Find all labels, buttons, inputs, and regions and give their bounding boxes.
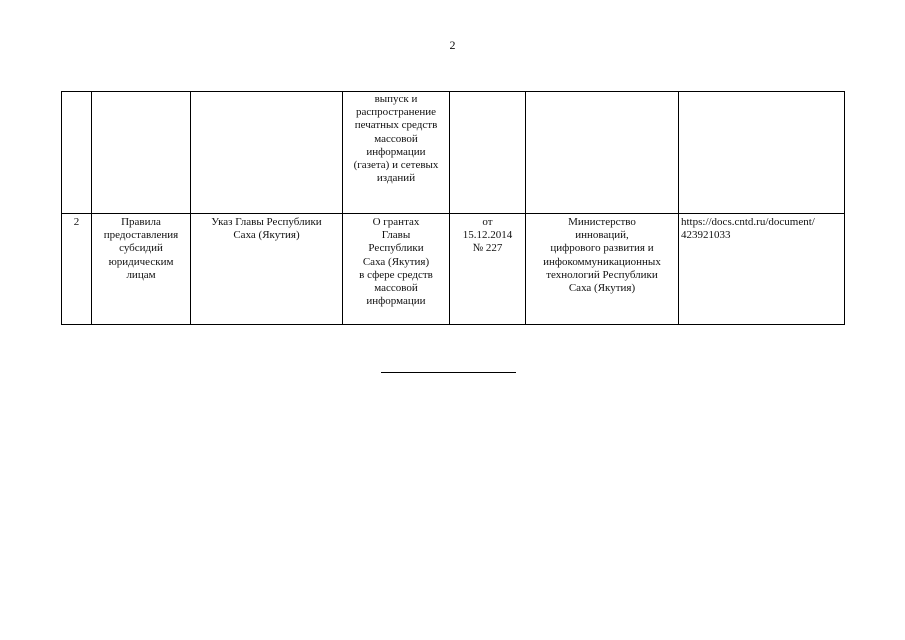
cell-act-title: О грантах Главы Республики Саха (Якутия) в сфере средств массовой информации	[343, 214, 450, 325]
cell-act-type: Указ Главы Республики Саха (Якутия)	[191, 214, 343, 325]
cell-act-date: от 15.12.2014 № 227	[450, 214, 526, 325]
cell-link	[679, 214, 845, 325]
table-row	[62, 92, 845, 214]
table-row	[62, 214, 845, 325]
cell-act-date	[450, 92, 526, 214]
cell-name	[92, 92, 191, 214]
cell-name: Правила предоставления субсидий юридическим лицам	[92, 214, 191, 325]
cell-number	[62, 92, 92, 214]
document-link[interactable]: https://docs.cntd.ru/document/ 423921033	[681, 216, 815, 242]
document-table	[61, 91, 845, 325]
cell-act-type	[191, 92, 343, 214]
cell-authority	[526, 92, 679, 214]
cell-link	[679, 92, 845, 214]
footnote-separator	[381, 372, 516, 373]
cell-authority: Министерство инноваций, цифрового развития и инфокоммуникационных технологий Республики Саха (Якутия)	[526, 214, 679, 325]
page-number: 2	[449, 38, 456, 52]
cell-number: 2	[62, 214, 92, 325]
cell-act-title: выпуск и распространение печатных средств массовой информации (газета) и сетевых изданий	[343, 92, 450, 214]
